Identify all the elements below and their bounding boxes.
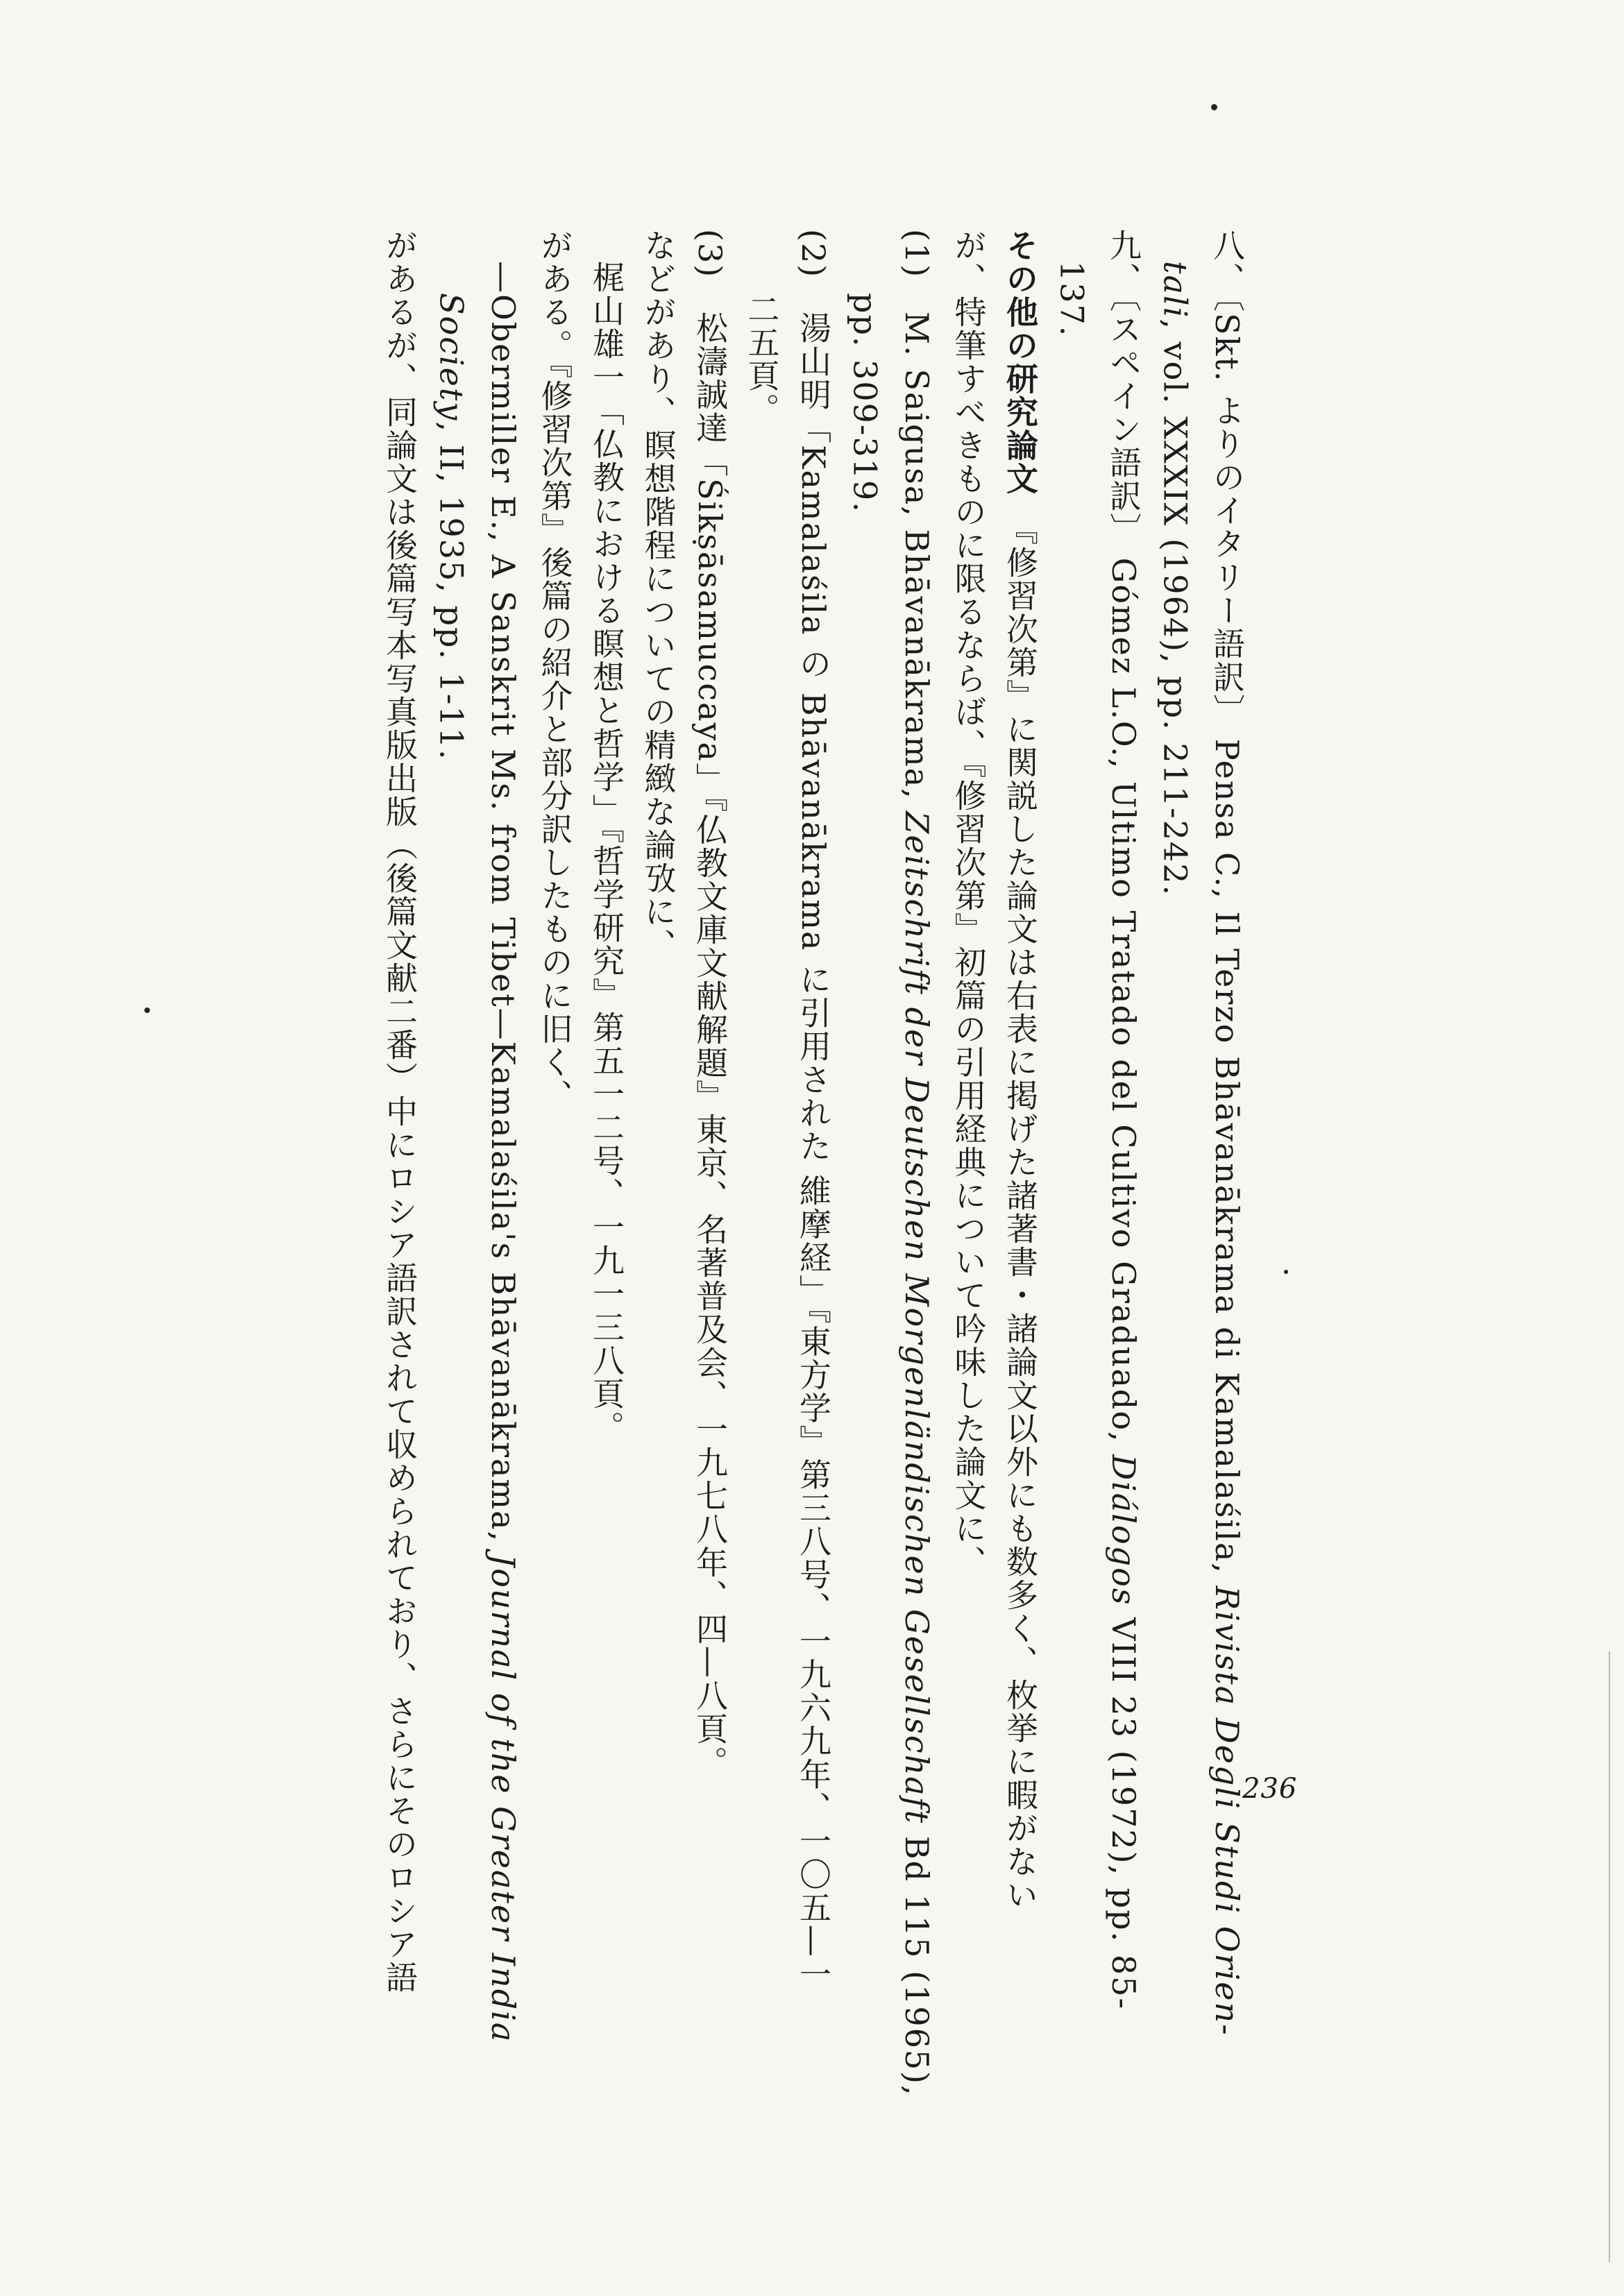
- text-segment: Diálogos: [1105, 1454, 1142, 1606]
- text-segment: 137.: [1053, 261, 1091, 338]
- text-segment: Rivista Degli Studi Orien-: [1208, 1585, 1246, 2036]
- text-segment: が、特筆すべきものに限るならば、『修習次第』初篇の引用経典について吟味した論文に、: [949, 229, 988, 1579]
- text-segment: VIII 23 (1972), pp. 85-: [1105, 1606, 1142, 2011]
- text-segment: Bd 115 (1965),: [898, 1824, 936, 2097]
- text-segment: (1) M. Saigusa, Bhāvanākrama,: [898, 229, 936, 812]
- text-segment: (2) 湯山明「Kamalaśila の Bhāvanākrama に引用された 維摩経」『東方学』第三八号、一九六九年、一〇五—一: [795, 229, 832, 1991]
- scan-speck: [144, 1007, 150, 1013]
- text-segment: pp. 309-319.: [846, 293, 884, 513]
- text-line: [581, 229, 633, 2005]
- text-line: [1046, 229, 1098, 2005]
- scan-speck: [1284, 1270, 1288, 1274]
- text-segment: 『修習次第』に関説した論文は右表に掲げた諸著書・諸論文以外にも数多く、枚挙に暇がない: [1001, 495, 1039, 1912]
- text-line: [891, 229, 943, 2097]
- text-segment: , vol. XXXIX (1964), pp. 211-242.: [1156, 318, 1194, 897]
- page-number: 236: [1242, 1773, 1298, 1805]
- text-line: [995, 229, 1047, 2005]
- text-segment: などがあり、瞑想階程についての精緻な論攷に、: [639, 229, 677, 962]
- text-segment: Society: [432, 293, 471, 422]
- text-line: [425, 229, 477, 2005]
- text-segment: (3) 松濤誠達「Śikṣāsamuccaya」『仏教文庫文献解題』東京、名著普及会、一九七八年、四—八頁。: [691, 229, 729, 1779]
- text-segment: 梶山雄一「仏教における瞑想と哲学」『哲学研究』第五一二号、一九一三八頁。: [588, 261, 625, 1444]
- text-segment: がある。『修習次第』後篇の紹介と部分訳したものに旧く、: [536, 229, 574, 1112]
- text-segment: Journal of the Greater India: [484, 1554, 522, 2043]
- text-line: [1201, 229, 1253, 2036]
- text-segment: , II, 1935, pp. 1-11.: [432, 421, 471, 761]
- scan-speck: [1211, 104, 1217, 110]
- text-segment: 八、〔Skt. よりのイタリー語訳〕 Pensa C., Il Terzo Bhāvanākrama di Kamalaśila,: [1208, 229, 1246, 1586]
- text-line: [942, 229, 995, 2005]
- text-segment: があるが、同論文は後篇写本写真版出版（後篇文献二番）中にロシア語訳されて収められており、さらにそのロシア語: [381, 229, 418, 1994]
- text-line: [839, 229, 891, 2005]
- text-line: [788, 229, 840, 2005]
- text-line: [477, 229, 530, 2043]
- scan-edge-line: [1609, 1651, 1610, 2262]
- text-line: [736, 229, 788, 2005]
- section-heading: その他の研究論文: [1001, 229, 1039, 495]
- text-segment: 九、〔スペイン語訳〕 Gómez L.O., Ultimo Tratado del Cultivo Graduado,: [1105, 229, 1142, 1455]
- text-segment: —Obermiller E., A Sanskrit Ms. from Tibet—Kamalaśila's Bhāvanākrama,: [484, 261, 522, 1554]
- text-line: [684, 229, 736, 2005]
- vertical-text-body: [374, 229, 1253, 2097]
- text-segment: 二五頁。: [743, 293, 781, 426]
- text-segment: Zeitschrift der Deutschen Morgenländischen Gesellschaft: [898, 811, 936, 1825]
- text-line: [1149, 229, 1201, 2005]
- text-line: [1098, 229, 1150, 2011]
- text-line: [529, 229, 581, 2005]
- text-line: [374, 229, 426, 2005]
- text-line: [632, 229, 684, 2005]
- text-segment: tali: [1156, 261, 1194, 319]
